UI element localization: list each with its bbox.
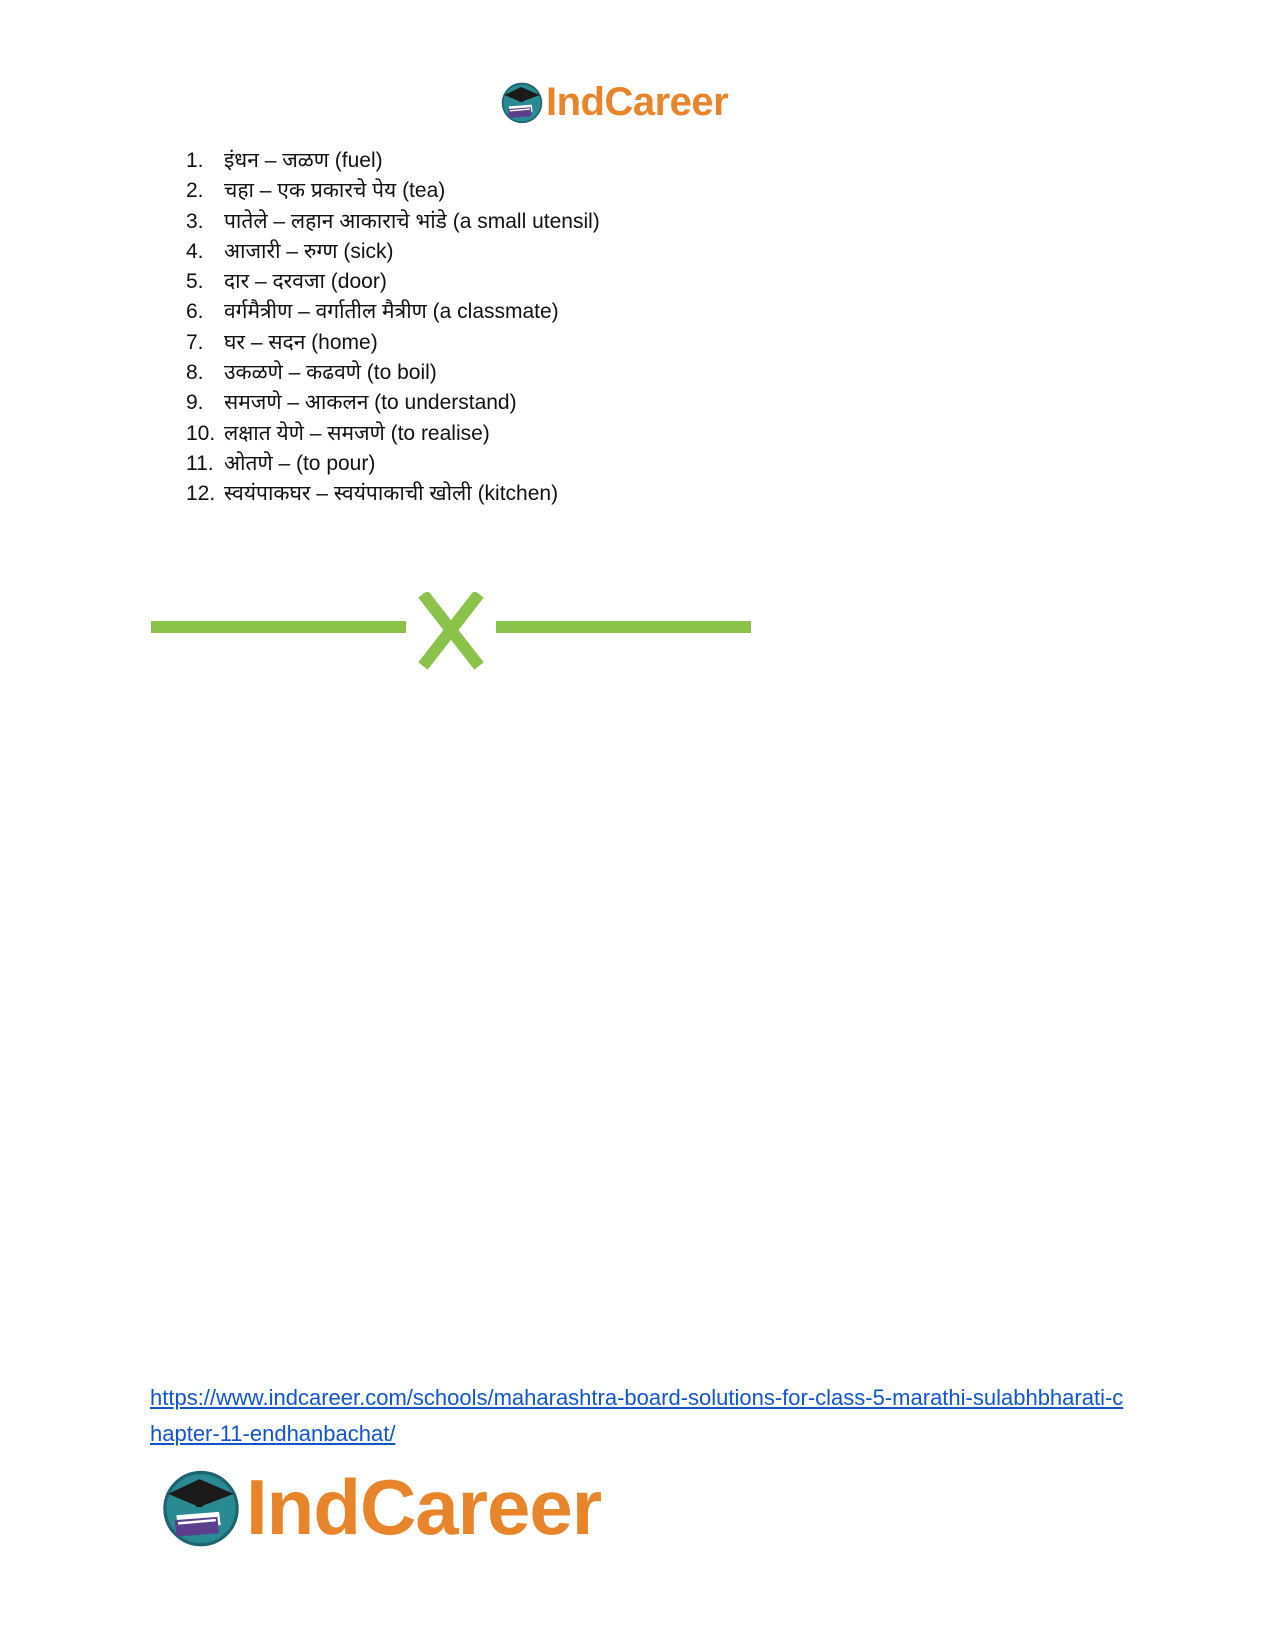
list-item xyxy=(186,388,600,418)
item-number: 4. xyxy=(186,239,204,263)
list-item xyxy=(186,479,600,509)
list-item xyxy=(186,328,600,358)
list-item xyxy=(186,358,600,388)
list-item xyxy=(186,237,600,267)
item-number: 9. xyxy=(186,391,204,415)
list-item xyxy=(186,449,600,479)
item-number: 10. xyxy=(186,421,216,445)
list-item xyxy=(186,146,600,176)
graduation-book-globe-icon xyxy=(500,80,544,124)
item-number: 5. xyxy=(186,270,204,294)
item-text: स्वयंपाकघर – स्वयंपाकाची खोली (kitchen) xyxy=(224,482,559,506)
item-text: घर – सदन (home) xyxy=(224,330,378,354)
item-text: लक्षात येणे – समजणे (to realise) xyxy=(224,421,490,445)
item-number: 2. xyxy=(186,179,204,203)
list-item xyxy=(186,207,600,237)
list-item xyxy=(186,419,600,449)
item-number: 7. xyxy=(186,330,204,354)
item-number: 1. xyxy=(186,149,204,172)
source-url-link[interactable]: https://www.indcareer.com/schools/maharashtra-board-solutions-for-class-5-marathi-sulabhbharati-chapter-11-endhanbachat/ xyxy=(150,1385,1124,1446)
divider-cross-icon xyxy=(423,594,479,666)
item-number: 11. xyxy=(186,451,214,475)
item-text: दार – दरवजा (door) xyxy=(224,270,387,294)
item-text: वर्गमैत्रीण – वर्गातील मैत्रीण (a classmate) xyxy=(224,300,559,324)
header-logo xyxy=(500,78,728,126)
graduation-book-globe-icon xyxy=(160,1466,242,1548)
item-text: ओतणे – (to pour) xyxy=(224,451,376,475)
list-item xyxy=(186,267,600,297)
logo-wordmark: IndCareer xyxy=(546,80,729,124)
item-text: चहा – एक प्रकारचे पेय (tea) xyxy=(224,179,446,203)
logo-wordmark: IndCareer xyxy=(246,1463,602,1551)
list-item xyxy=(186,176,600,206)
item-number: 8. xyxy=(186,361,204,385)
vocabulary-list xyxy=(186,146,600,510)
item-number: 3. xyxy=(186,209,204,233)
item-text: समजणे – आकलन (to understand) xyxy=(224,391,517,415)
item-text: आजारी – रुग्ण (sick) xyxy=(224,239,394,263)
item-text: पातेले – लहान आकाराचे भांडे (a small utensil) xyxy=(224,209,600,233)
item-number: 12. xyxy=(186,482,216,506)
item-number: 6. xyxy=(186,300,204,324)
item-text: उकळणे – कढवणे (to boil) xyxy=(224,361,437,385)
item-text: इंधन – जळण (fuel) xyxy=(224,149,383,172)
section-divider xyxy=(151,592,751,672)
footer-logo xyxy=(160,1465,601,1549)
list-item xyxy=(186,297,600,327)
